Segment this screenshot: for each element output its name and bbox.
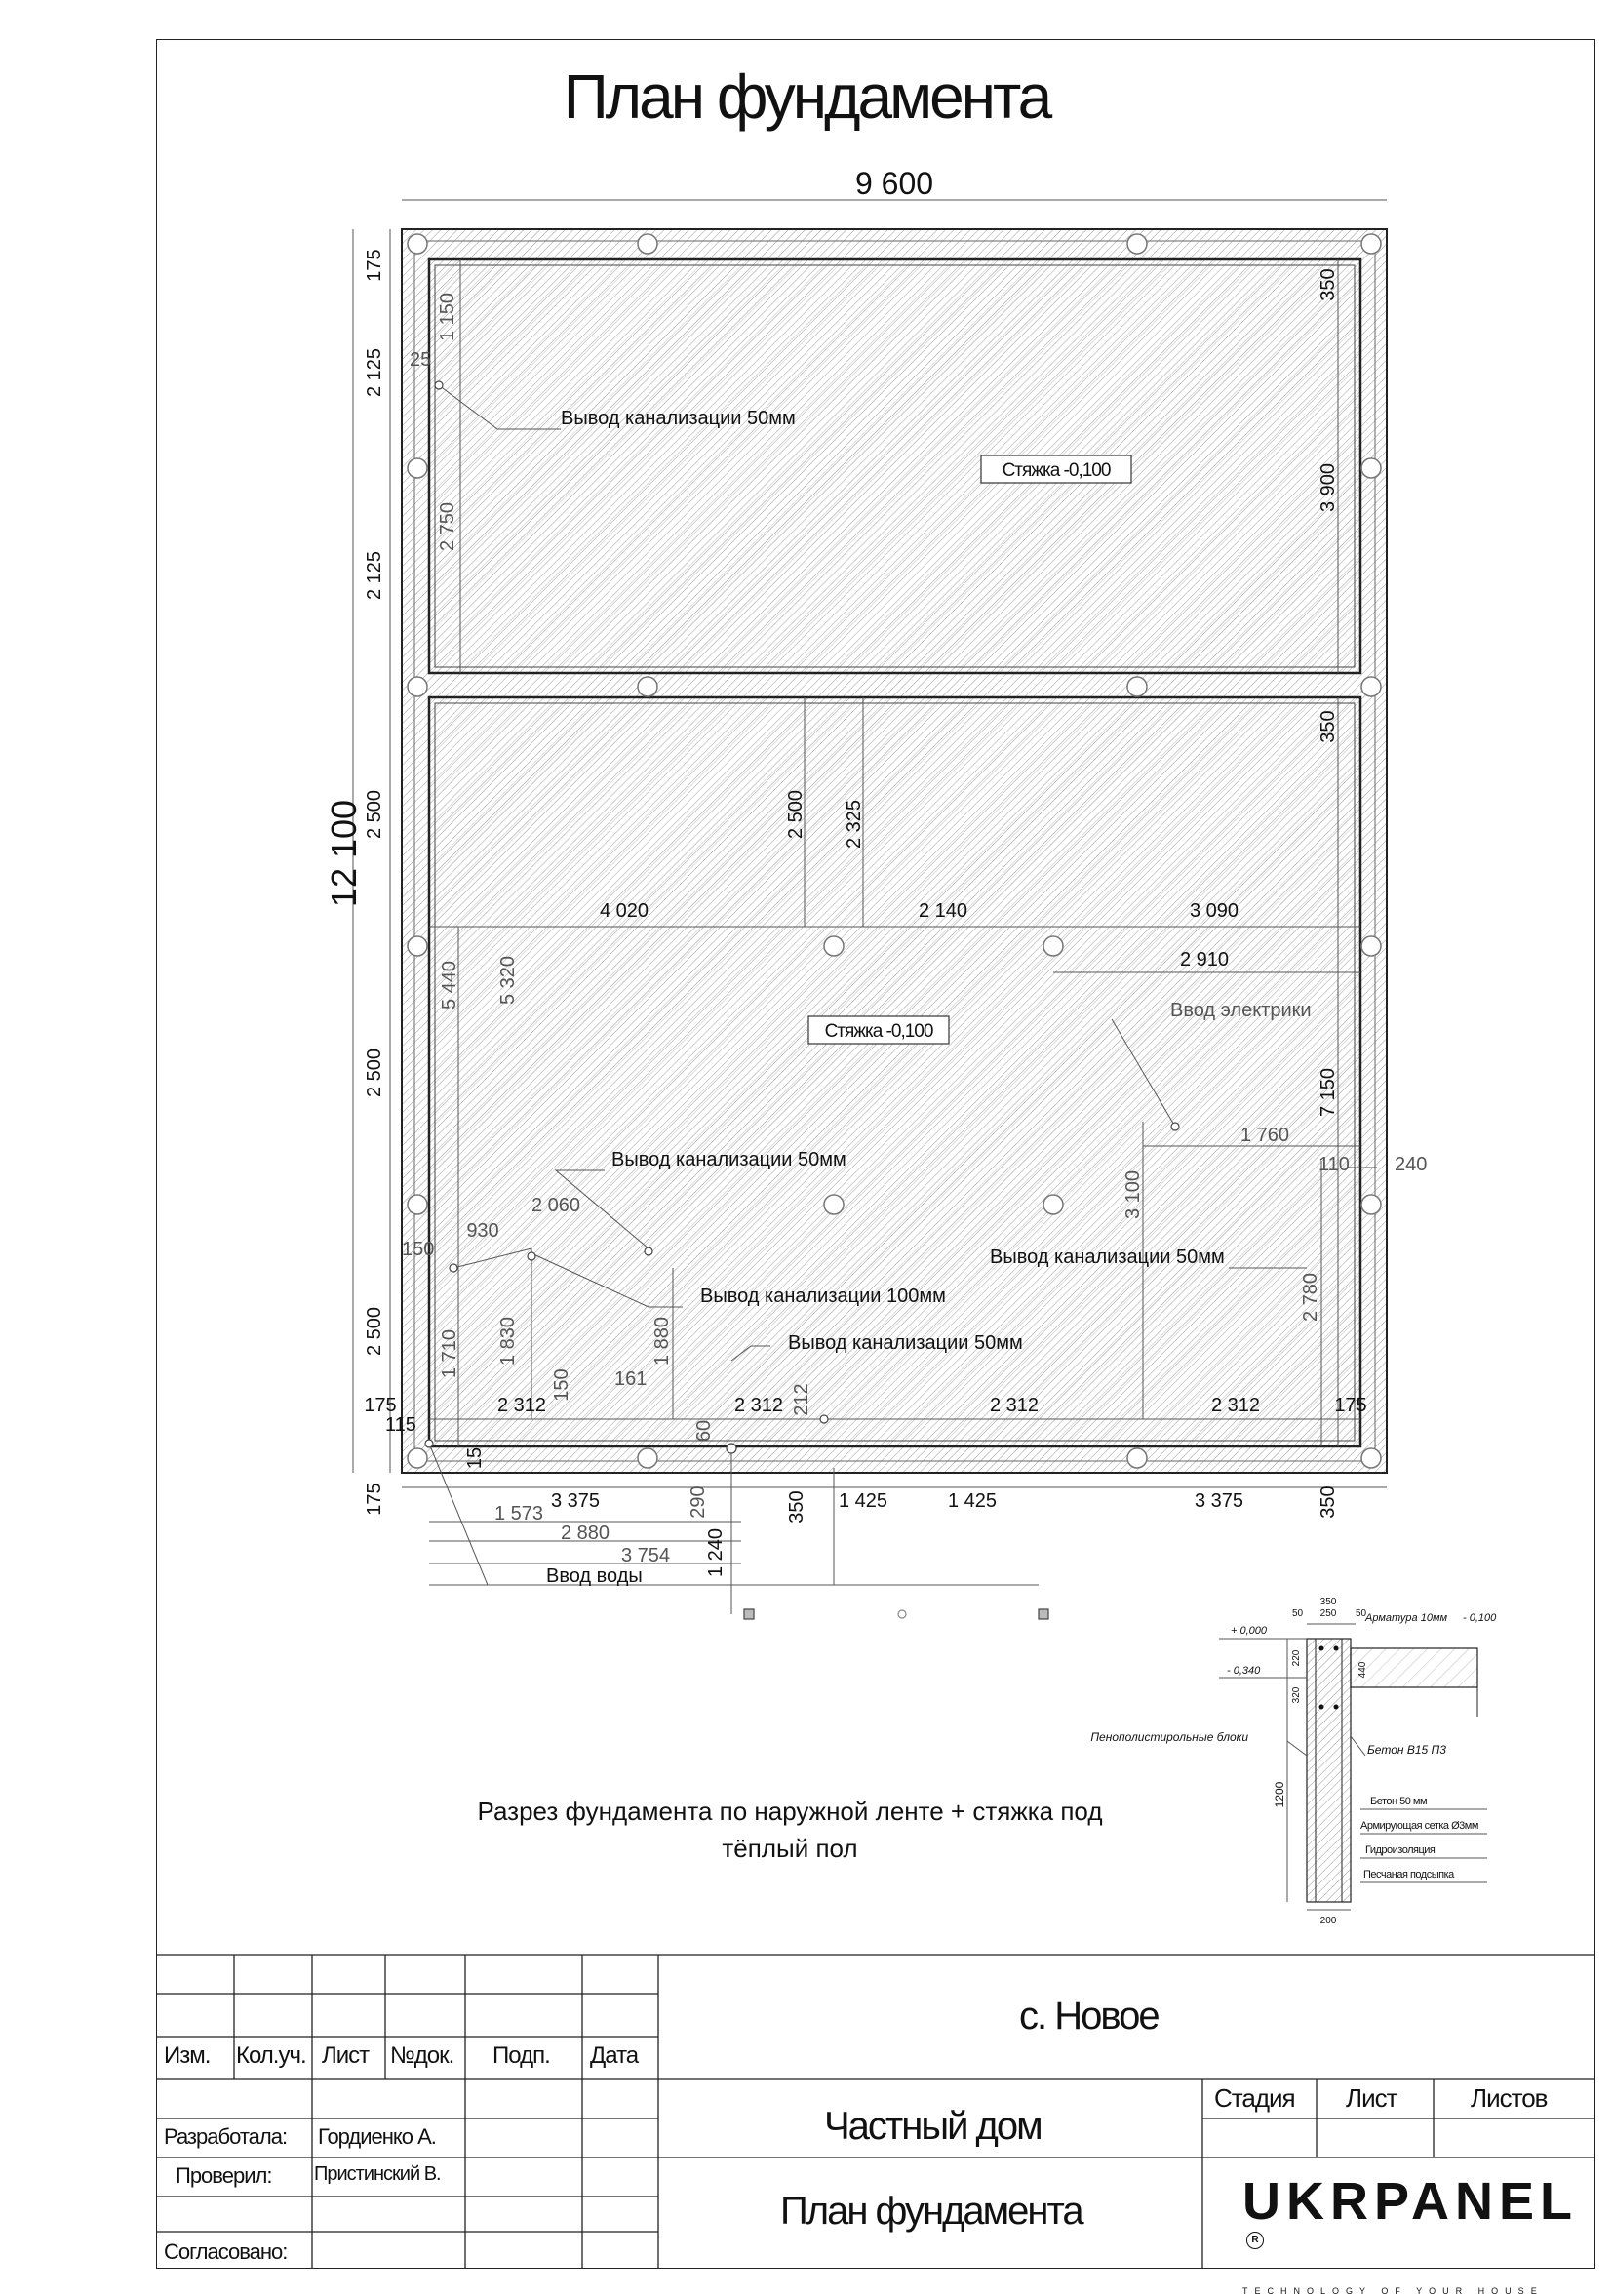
tb-location: с. Новое	[1019, 1995, 1159, 2038]
dim: 1 425	[947, 1490, 998, 1512]
dim: 2 312	[1210, 1395, 1261, 1416]
dim: 1 880	[651, 1316, 673, 1366]
dim: 930	[466, 1220, 499, 1242]
tb-stage-header: Листов	[1471, 2083, 1548, 2113]
water-label: Ввод воды	[546, 1565, 643, 1587]
dim: 150	[551, 1368, 572, 1402]
dim: 50	[1356, 1608, 1367, 1619]
dim: 1 150	[437, 292, 458, 342]
dim: 3 375	[1194, 1490, 1244, 1512]
dim-left: 2 125	[364, 347, 385, 398]
dim: 2 312	[989, 1395, 1040, 1416]
dim: 250	[1319, 1608, 1337, 1619]
dim: 212	[791, 1383, 812, 1416]
dim: 50	[1292, 1608, 1304, 1619]
dim: 2 910	[1179, 949, 1230, 970]
tb-header: Лист	[322, 2042, 370, 2069]
screed-label: Стяжка -0,100	[1002, 460, 1111, 481]
dim: 2 312	[733, 1395, 784, 1416]
tb-header: Кол.уч.	[236, 2042, 306, 2069]
sewer-label: Вывод канализации 50мм	[611, 1149, 846, 1170]
dim: 1200	[1273, 1781, 1286, 1808]
tb-name: Гордиенко А.	[318, 2124, 436, 2149]
dim-right: 3 900	[1318, 462, 1339, 513]
dim: 350	[1319, 1597, 1337, 1607]
dim: 2 500	[785, 789, 806, 840]
dim: 15	[464, 1446, 486, 1470]
tb-object: Частный дом	[824, 2105, 1042, 2148]
width-dim: 9 600	[854, 166, 934, 201]
level: - 0,340	[1227, 1665, 1261, 1677]
tb-sheet-title: План фундамента	[780, 2190, 1082, 2233]
layer: Бетон 50 мм	[1370, 1796, 1428, 1807]
dim-left: 175	[364, 249, 385, 282]
dim: 240	[1395, 1154, 1428, 1175]
dim: 3 090	[1189, 900, 1239, 922]
dim: 440	[1357, 1661, 1368, 1679]
dim: 2 312	[496, 1395, 547, 1416]
dim-right: 350	[1318, 1485, 1339, 1519]
sewer-label: Вывод канализации 100мм	[700, 1286, 946, 1307]
dim: 1 425	[838, 1490, 888, 1512]
dim: 60	[693, 1419, 715, 1443]
dim: 4 020	[599, 900, 649, 922]
tb-name: Пристинский В.	[314, 2163, 441, 2185]
foundation-section-detail	[1090, 1597, 1497, 1926]
layer: Гидроизоляция	[1365, 1844, 1436, 1856]
tb-role: Согласовано:	[164, 2239, 288, 2264]
dim: 175	[364, 1395, 397, 1416]
tb-header: №док.	[390, 2042, 454, 2069]
ukrpanel-logo	[1242, 2171, 1578, 2296]
sewer-label: Вывод канализации 50мм	[561, 408, 796, 429]
drawing-title: План фундамента	[563, 61, 1050, 132]
dim: 3 754	[620, 1545, 671, 1566]
dim: 1 573	[493, 1503, 544, 1524]
dim: 1 760	[1239, 1125, 1290, 1146]
dim: 110	[1318, 1154, 1350, 1175]
dim: 220	[1291, 1649, 1302, 1667]
dim: 200	[1319, 1916, 1337, 1926]
dim: 290	[688, 1485, 709, 1519]
dim: 2 140	[918, 900, 968, 922]
dim: 3 375	[550, 1490, 601, 1512]
dim: 2 325	[844, 799, 865, 850]
height-dim: 12 100	[324, 799, 364, 908]
dim: 2 750	[437, 501, 458, 552]
concrete-label: Бетон В15 П3	[1367, 1743, 1446, 1757]
sewer-label: Вывод канализации 50мм	[990, 1247, 1225, 1268]
tb-stage-header: Стадия	[1214, 2083, 1295, 2113]
dim-left: 2 500	[364, 789, 385, 840]
logo-text: UKRPANEL	[1242, 2172, 1578, 2231]
level: + 0,000	[1231, 1625, 1268, 1637]
dim-right: 350	[1318, 710, 1339, 743]
dim: 161	[614, 1368, 648, 1390]
dim-right: 7 150	[1318, 1067, 1339, 1118]
layer: Армирующая сетка Ø3мм	[1360, 1820, 1478, 1832]
dim-right: 350	[1318, 268, 1339, 301]
tb-header: Подп.	[492, 2042, 550, 2069]
dim: 115	[385, 1414, 416, 1436]
dim: 3 100	[1122, 1169, 1144, 1220]
rebar-label: Арматура 10мм	[1365, 1612, 1448, 1624]
dim: 5 440	[439, 960, 460, 1010]
dim: 350	[786, 1490, 807, 1524]
dim: 1 240	[705, 1527, 727, 1578]
section-caption: Разрез фундамента по наружной ленте + стяжка под тёплый пол	[477, 1797, 1103, 1863]
registered-icon: R	[1246, 2232, 1264, 2249]
screed-label: Стяжка -0,100	[824, 1021, 933, 1042]
layer: Песчаная подсыпка	[1363, 1869, 1454, 1880]
foam-label: Пенополистирольные блоки	[1090, 1730, 1248, 1744]
dim: 150	[402, 1239, 435, 1260]
dim: 320	[1291, 1686, 1302, 1704]
dim: 1 830	[497, 1316, 519, 1366]
tb-header: Изм.	[164, 2042, 211, 2069]
sewer-label: Вывод канализации 50мм	[788, 1332, 1023, 1354]
tb-stage-header: Лист	[1346, 2083, 1397, 2113]
logo-tagline: TECHNOLOGY OF YOUR HOUSE	[1242, 2286, 1544, 2296]
dim-left: 2 125	[364, 550, 385, 601]
electric-label: Ввод электрики	[1170, 1000, 1312, 1021]
tb-header: Дата	[590, 2042, 639, 2069]
tb-role: Разработала:	[164, 2124, 288, 2149]
dim: 2 060	[531, 1195, 581, 1216]
dim-left: 175	[364, 1483, 385, 1516]
level: - 0,100	[1463, 1612, 1497, 1624]
dim: 175	[1334, 1395, 1367, 1416]
outer-bottom-dims	[551, 1490, 1243, 1524]
dim: 1 710	[439, 1328, 460, 1379]
dim: 2 780	[1300, 1272, 1321, 1323]
dim: 5 320	[497, 955, 519, 1006]
water-inlet-dims	[494, 1485, 727, 1587]
left-dims	[364, 249, 385, 1515]
dim: 2 880	[560, 1523, 610, 1544]
dim: 25	[410, 349, 432, 371]
dim-left: 2 500	[364, 1048, 385, 1098]
tb-role: Проверил:	[176, 2163, 272, 2188]
dim-left: 2 500	[364, 1306, 385, 1357]
